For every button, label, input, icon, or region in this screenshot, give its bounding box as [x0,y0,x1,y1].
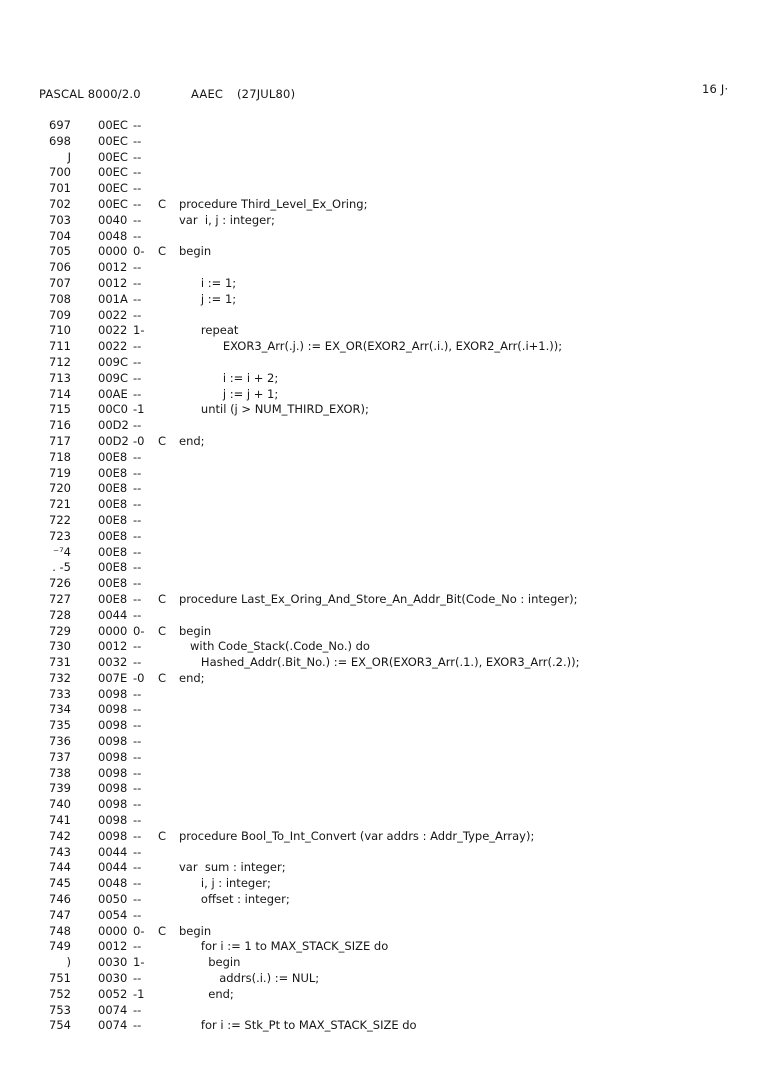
location-counter: 00C0 [98,402,128,417]
location-counter: 0000 [98,923,128,938]
listing-line [0,608,760,624]
line-number: 742 [49,828,71,843]
nesting-level: -0 [133,433,145,448]
listing-line [0,229,760,245]
location-counter: 0022 [98,307,128,322]
location-counter: 0098 [98,702,128,717]
source-code: procedure Bool_To_Int_Convert (var addrs : Addr_Type_Array); [179,828,535,843]
listing-line [0,702,760,718]
listing-line [0,718,760,734]
line-number: 726 [49,576,71,591]
location-counter: 0098 [98,765,128,780]
line-number: 703 [49,212,71,227]
nesting-level: -- [133,291,142,306]
listing-line [0,576,760,592]
compile-date: (27JUL80) [237,87,296,101]
nesting-level: -- [133,876,142,891]
location-counter: 0098 [98,734,128,749]
location-counter: 0098 [98,813,128,828]
source-code: j := j + 1; [179,386,279,401]
source-code: begin [179,244,212,259]
nesting-level: -- [133,591,142,606]
location-counter: 0022 [98,323,128,338]
nesting-level: -- [133,212,142,227]
location-counter: 00E8 [98,512,128,527]
source-code: begin [179,955,241,970]
listing-line [0,292,760,308]
nesting-level: -- [133,860,142,875]
location-counter: 009C [98,354,128,369]
location-counter: 00E8 [98,576,128,591]
listing-line [0,118,760,134]
location-counter: 0012 [98,639,128,654]
nesting-level: -- [133,1018,142,1033]
listing-line [0,655,760,671]
nesting-level: -- [133,544,142,559]
location-counter: 0050 [98,892,128,907]
source-code: EXOR3_Arr(.j.) := EX_OR(EXOR2_Arr(.i.), EXOR2_Arr(.i+1.)); [179,339,563,354]
line-number: 712 [49,354,71,369]
location-counter: 00EC [98,196,128,211]
line-number: 743 [49,844,71,859]
location-counter: 0098 [98,781,128,796]
listing-line [0,450,760,466]
nesting-level: -- [133,528,142,543]
listing-line [0,213,760,229]
listing-line [0,355,760,371]
location-counter: 0052 [98,986,128,1001]
line-number: 739 [49,781,71,796]
nesting-level: -- [133,844,142,859]
line-number: 745 [49,876,71,891]
listing-line [0,387,760,403]
nesting-level: -1 [133,402,145,417]
listing-line [0,260,760,276]
listing-line [0,418,760,434]
page-number: 16 J· [702,82,729,96]
location-counter: 0012 [98,275,128,290]
line-number: 713 [49,370,71,385]
listing-line [0,276,760,292]
source-code: for i := 1 to MAX_STACK_SIZE do [179,939,389,954]
source-code: for i := Stk_Pt to MAX_STACK_SIZE do [179,1018,417,1033]
nesting-level: -- [133,765,142,780]
location-counter: 0030 [98,971,128,986]
nesting-level: -- [133,781,142,796]
nesting-level: -- [133,702,142,717]
location-counter: 00E8 [98,449,128,464]
listing-line [0,939,760,955]
location-counter: 0000 [98,623,128,638]
nesting-level: -- [133,686,142,701]
line-number: 734 [49,702,71,717]
listing-line [0,244,760,260]
location-counter: 00D2 [98,433,129,448]
code-flag: C [158,828,167,843]
location-counter: 0048 [98,876,128,891]
location-counter: 0012 [98,260,128,275]
source-code: j := 1; [179,291,237,306]
line-number: 729 [49,623,71,638]
nesting-level: -- [133,828,142,843]
listing-line [0,560,760,576]
line-number: 749 [49,939,71,954]
line-number: 711 [49,339,71,354]
nesting-level: -- [133,718,142,733]
line-number: ⁻⁷4 [53,544,71,559]
line-number: 707 [49,275,71,290]
location-counter: 0000 [98,244,128,259]
location-counter: 0074 [98,1002,128,1017]
line-number: 746 [49,892,71,907]
line-number: 708 [49,291,71,306]
listing-line [0,813,760,829]
listing-line [0,987,760,1003]
line-number: 753 [49,1002,71,1017]
listing-line [0,497,760,513]
source-code: i, j : integer; [179,876,271,891]
nesting-level: -- [133,465,142,480]
nesting-level: -- [133,386,142,401]
nesting-level: -- [133,560,142,575]
source-code: Hashed_Addr(.Bit_No.) := EX_OR(EXOR3_Arr(.1.), EXOR3_Arr(.2.)); [179,655,580,670]
listing-line [0,750,760,766]
listing-line [0,955,760,971]
location-counter: 00EC [98,149,128,164]
listing-line [0,592,760,608]
listing-line [0,781,760,797]
location-counter: 0012 [98,939,128,954]
nesting-level: -- [133,655,142,670]
location-counter: 0048 [98,228,128,243]
location-counter: 0054 [98,907,128,922]
line-number: 733 [49,686,71,701]
line-number: 740 [49,797,71,812]
listing-line [0,876,760,892]
source-code: procedure Last_Ex_Oring_And_Store_An_Addr_Bit(Code_No : integer); [179,591,578,606]
line-number: 747 [49,907,71,922]
location-counter: 00EC [98,165,128,180]
nesting-level: -- [133,354,142,369]
location-counter: 00E8 [98,465,128,480]
listing-line [0,829,760,845]
line-number: 752 [49,986,71,1001]
nesting-level: -- [133,196,142,211]
location-counter: 00EC [98,118,128,132]
source-code: var i, j : integer; [179,212,275,227]
nesting-level: -- [133,149,142,164]
location-counter: 0032 [98,655,128,670]
location-counter: 0098 [98,686,128,701]
line-number: 738 [49,765,71,780]
line-number: 748 [49,923,71,938]
listing-line [0,545,760,561]
line-number: 718 [49,449,71,464]
listing-line [0,529,760,545]
nesting-level: -- [133,481,142,496]
line-number: 732 [49,670,71,685]
nesting-level: -- [133,418,142,433]
line-number: 720 [49,481,71,496]
nesting-level: -0 [133,670,145,685]
nesting-level: 0- [133,623,145,638]
nesting-level: -- [133,275,142,290]
location-counter: 00EC [98,181,128,196]
location-counter: 00EC [98,133,128,148]
listing-line [0,766,760,782]
line-number: 716 [49,418,71,433]
line-number: 700 [49,165,71,180]
listing-line [0,134,760,150]
listing-line [0,308,760,324]
nesting-level: -1 [133,986,145,1001]
source-code: end; [179,986,234,1001]
location-counter: 00E8 [98,591,128,606]
location-counter: 0098 [98,749,128,764]
line-number: J [67,149,71,164]
nesting-level: -- [133,892,142,907]
line-number: 702 [49,196,71,211]
line-number: 728 [49,607,71,622]
location-counter: 00E8 [98,544,128,559]
nesting-level: -- [133,133,142,148]
location-counter: 0074 [98,1018,128,1033]
source-code: i := 1; [179,275,237,290]
line-number: 731 [49,655,71,670]
source-code: until (j > NUM_THIRD_EXOR); [179,402,369,417]
nesting-level: -- [133,260,142,275]
location-counter: 0022 [98,339,128,354]
location-counter: 00E8 [98,528,128,543]
source-listing [0,118,760,1034]
listing-line [0,466,760,482]
line-number: 697 [49,118,71,132]
source-code: offset : integer; [179,892,290,907]
line-number: 722 [49,512,71,527]
location-counter: 00E8 [98,497,128,512]
listing-line [0,339,760,355]
listing-line [0,165,760,181]
listing-line [0,150,760,166]
listing-line [0,434,760,450]
code-flag: C [158,196,167,211]
listing-line [0,734,760,750]
line-number: 715 [49,402,71,417]
nesting-level: -- [133,181,142,196]
line-number: 751 [49,971,71,986]
listing-line [0,908,760,924]
nesting-level: -- [133,734,142,749]
nesting-level: -- [133,370,142,385]
compiler-site: AAEC [191,87,224,101]
line-number: 741 [49,813,71,828]
line-number: 714 [49,386,71,401]
line-number: 744 [49,860,71,875]
line-number: 717 [49,433,71,448]
listing-line [0,797,760,813]
line-number: 705 [49,244,71,259]
listing-line [0,181,760,197]
nesting-level: -- [133,607,142,622]
listing-line [0,371,760,387]
compiler-version: PASCAL 8000/2.0 [39,87,141,101]
location-counter: 0040 [98,212,128,227]
nesting-level: -- [133,339,142,354]
listing-line [0,687,760,703]
nesting-level: -- [133,939,142,954]
line-number: 704 [49,228,71,243]
nesting-level: -- [133,576,142,591]
nesting-level: -- [133,971,142,986]
line-number: 701 [49,181,71,196]
line-number: 698 [49,133,71,148]
nesting-level: -- [133,512,142,527]
line-number: 721 [49,497,71,512]
line-number: 754 [49,1018,71,1033]
nesting-level: 0- [133,923,145,938]
source-code: addrs(.i.) := NUL; [179,971,320,986]
code-flag: C [158,433,167,448]
line-number: 737 [49,749,71,764]
nesting-level: -- [133,165,142,180]
line-number: 719 [49,465,71,480]
line-number: 730 [49,639,71,654]
location-counter: 00AE [98,386,128,401]
location-counter: 00D2 [98,418,129,433]
nesting-level: 1- [133,323,145,338]
line-number: ) [66,955,71,970]
listing-line [0,624,760,640]
listing-line [0,513,760,529]
source-code: begin [179,623,212,638]
line-number: 736 [49,734,71,749]
nesting-level: -- [133,497,142,512]
listing-line [0,639,760,655]
line-number: 727 [49,591,71,606]
code-flag: C [158,591,167,606]
location-counter: 0030 [98,955,128,970]
nesting-level: -- [133,1002,142,1017]
listing-line [0,1003,760,1019]
nesting-level: -- [133,639,142,654]
location-counter: 00E8 [98,560,128,575]
line-number: 723 [49,528,71,543]
listing-line [0,860,760,876]
source-code: procedure Third_Level_Ex_Oring; [179,196,368,211]
nesting-level: -- [133,118,142,132]
listing-line [0,671,760,687]
listing-line [0,323,760,339]
line-number: 735 [49,718,71,733]
code-flag: C [158,670,167,685]
source-code: repeat [179,323,239,338]
source-code: with Code_Stack(.Code_No.) do [179,639,370,654]
code-flag: C [158,623,167,638]
line-number: 710 [49,323,71,338]
listing-line [0,197,760,213]
listing-line [0,845,760,861]
location-counter: 00E8 [98,481,128,496]
location-counter: 0044 [98,607,128,622]
nesting-level: 1- [133,955,145,970]
location-counter: 0098 [98,718,128,733]
listing-line [0,892,760,908]
location-counter: 001A [98,291,128,306]
nesting-level: -- [133,907,142,922]
location-counter: 0098 [98,828,128,843]
code-flag: C [158,244,167,259]
nesting-level: -- [133,449,142,464]
location-counter: 009C [98,370,128,385]
listing-line [0,924,760,940]
source-code: end; [179,670,205,685]
code-flag: C [158,923,167,938]
location-counter: 0098 [98,797,128,812]
line-number: 706 [49,260,71,275]
nesting-level: -- [133,749,142,764]
source-code: i := i + 2; [179,370,279,385]
nesting-level: 0- [133,244,145,259]
source-code: var sum : integer; [179,860,286,875]
nesting-level: -- [133,797,142,812]
location-counter: 0044 [98,860,128,875]
listing-line [0,481,760,497]
listing-line [0,402,760,418]
nesting-level: -- [133,228,142,243]
line-number: 709 [49,307,71,322]
page-header [39,82,760,103]
location-counter: 007E [98,670,128,685]
listing-line [0,1018,760,1034]
nesting-level: -- [133,813,142,828]
nesting-level: -- [133,307,142,322]
listing-line [0,971,760,987]
source-code: end; [179,433,205,448]
location-counter: 0044 [98,844,128,859]
line-number: . -5 [52,560,71,575]
source-code: begin [179,923,212,938]
